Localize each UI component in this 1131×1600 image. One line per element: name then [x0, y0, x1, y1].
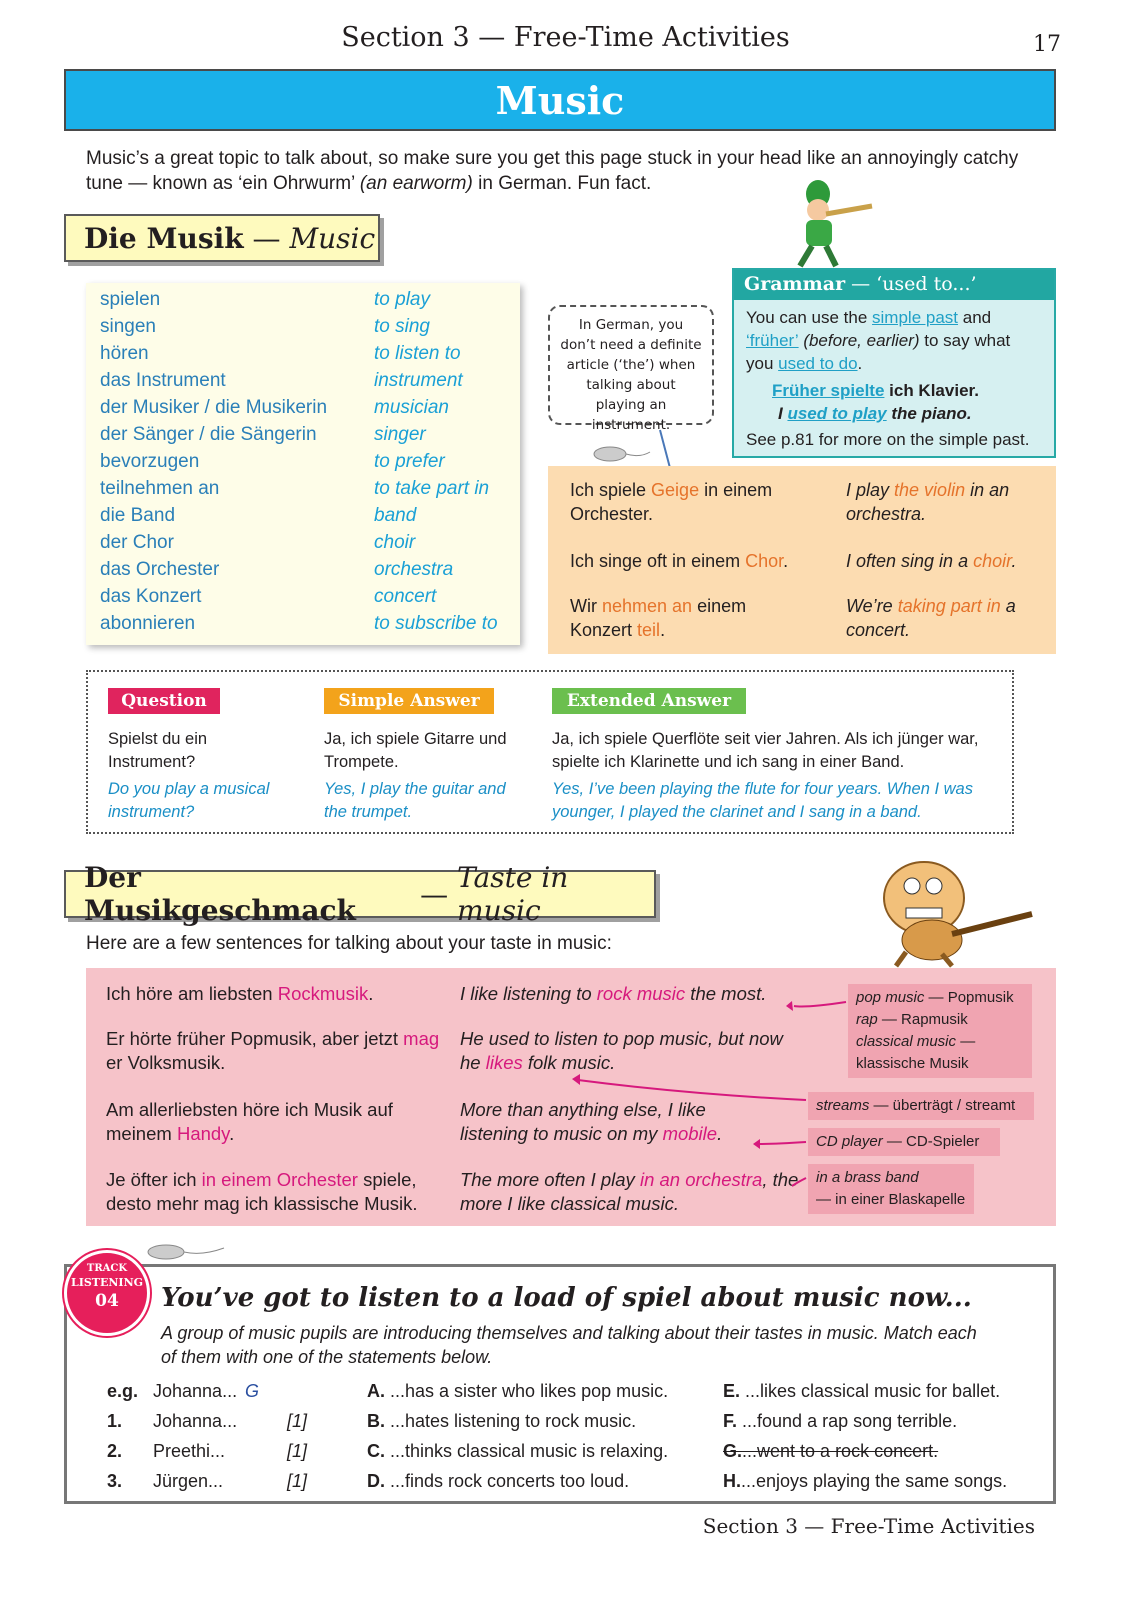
item-number: 3. [107, 1471, 123, 1491]
vocab-list [86, 283, 520, 645]
note-en: classical music [856, 1033, 957, 1050]
highlight: likes [485, 1052, 523, 1073]
heading-de: Die Musik [84, 221, 244, 255]
grammar-title: Grammar [744, 273, 846, 295]
vocab-en: to sing [374, 316, 430, 337]
statement-text: ...hates listening to rock music. [385, 1411, 637, 1431]
statement-letter: H. [723, 1471, 741, 1491]
text: Ich spiele [570, 480, 652, 500]
question-en: Do you play a musical instrument? [108, 780, 270, 821]
statement-text: ...finds rock concerts too loud. [385, 1471, 630, 1491]
section-header: Section 3 — Free-Time Activities [341, 22, 790, 53]
note-de: — in einer Blaskapelle [816, 1191, 966, 1208]
highlight: mobile [662, 1123, 718, 1144]
statement [367, 1441, 668, 1462]
note-de: — Rapmusik [877, 1011, 968, 1028]
statement-text: ...found a rap song terrible. [737, 1411, 958, 1431]
statement [367, 1471, 629, 1492]
item-name: Preethi... [153, 1441, 226, 1461]
text: folk music. [522, 1052, 616, 1073]
highlight: rock music [596, 983, 686, 1004]
vocab-de: der Sänger / die Sängerin [100, 424, 317, 445]
statement [367, 1411, 636, 1432]
taste-intro: Here are a few sentences for talking about your taste in music: [86, 933, 612, 954]
item-name: Johanna... [153, 1411, 238, 1431]
heading-dash: — [243, 221, 290, 255]
statement-letter: F. [723, 1411, 738, 1431]
vocab-en: to subscribe to [374, 613, 498, 634]
listening-exercise [64, 1264, 1056, 1504]
grammar-example-en [746, 402, 1042, 425]
text: Am allerliebsten höre ich Musik auf meinem [106, 1099, 393, 1144]
vocab-en: to listen to [374, 343, 461, 364]
sentence-de [570, 594, 800, 642]
example-label: e.g. [107, 1381, 139, 1401]
text: . [1011, 551, 1017, 571]
example-sentences [548, 466, 1056, 654]
listening-title: You’ve got to listen to a load of spiel about music now... [161, 1283, 972, 1313]
highlight: Chor [745, 551, 784, 571]
text: . [368, 983, 374, 1004]
mouse-illustration [136, 1236, 226, 1264]
heading-dash: — [411, 877, 458, 911]
vocab-en: to prefer [374, 451, 445, 472]
question-de: Spielst du ein Instrument? [108, 730, 208, 771]
highlight: choir [973, 551, 1012, 571]
grammar-header [734, 270, 1054, 300]
simple-answer-de: Ja, ich spiele Gitarre und Trompete. [324, 730, 507, 771]
listening-track-stamp [64, 1250, 150, 1336]
highlight: teil [637, 620, 661, 640]
sentence-en [846, 549, 1046, 573]
grammar-text: the piano. [886, 404, 972, 423]
vocab-en: orchestra [374, 559, 454, 580]
grammar-link: ‘früher’ [746, 331, 799, 350]
grammar-example-de [746, 379, 1042, 402]
item-number: 1. [107, 1411, 123, 1431]
note-en: streams [816, 1097, 870, 1114]
simple-answer-en: Yes, I play the guitar and the trumpet. [324, 780, 506, 821]
text: We’re [846, 596, 898, 616]
text: The more often I play [460, 1169, 640, 1190]
text: Wir [570, 596, 602, 616]
simple-answer-tag: Simple Answer [324, 688, 494, 714]
statement-text: ...likes classical music for ballet. [740, 1381, 1001, 1401]
text: . [229, 1123, 235, 1144]
text: Ich höre am liebsten [106, 983, 278, 1004]
note-de: — überträgt / streamt [869, 1097, 1016, 1114]
highlight: mag [403, 1028, 440, 1049]
vocab-en: musician [374, 397, 449, 418]
grammar-text: You can use the [746, 308, 873, 327]
text: a concert. [846, 596, 1016, 640]
highlight: Rockmusik [277, 983, 369, 1004]
text: I like listening to [460, 983, 597, 1004]
statement-letter: B. [367, 1411, 385, 1431]
statement-text: ...enjoys playing the same songs. [741, 1471, 1008, 1491]
grammar-text: . [857, 354, 863, 373]
sentence-de [570, 549, 830, 573]
vocab-de: singen [100, 316, 156, 337]
listening-instructions: A group of music pupils are introducing themselves and talking about their tastes in music. Match each of them with one of the statements below. [161, 1323, 977, 1367]
intro-part: (an earworm) [359, 173, 473, 194]
note-de: — klassische Musik [856, 1033, 976, 1072]
grammar-link: Früher spielte [772, 381, 885, 400]
sentence-de [570, 478, 780, 526]
extended-answer-tag: Extended Answer [552, 688, 746, 714]
grammar-text: (before, earlier) [798, 331, 920, 350]
statement-text: ...has a sister who likes pop music. [385, 1381, 669, 1401]
text: er Volksmusik. [106, 1052, 226, 1073]
note-arrows [86, 968, 1056, 1226]
footer-section: Section 3 — Free-Time Activities [702, 1514, 1035, 1538]
vocab-de: abonnieren [100, 613, 196, 634]
grammar-link: simple past [872, 308, 959, 327]
statement-letter: C. [367, 1441, 385, 1461]
highlight: Geige [651, 480, 700, 500]
extended-answer-en: Yes, I’ve been playing the flute for four years. When I was younger, I played the clarinet and I sang in a band. [552, 780, 973, 821]
statement [723, 1411, 957, 1432]
text: I often sing in a [846, 551, 974, 571]
note-de: — Popmusik [924, 989, 1014, 1006]
text: the most. [685, 983, 767, 1004]
grammar-link: used to play [787, 404, 887, 423]
example-answer: G [245, 1381, 260, 1401]
statement-text: ...thinks classical music is relaxing. [385, 1441, 669, 1461]
vocab-en: concert [374, 586, 437, 607]
heading-en: Music [289, 221, 376, 255]
stamp-listening: LISTENING [70, 1276, 144, 1289]
grammar-see-also: See p.81 for more on the simple past. [746, 430, 1030, 449]
statement [723, 1471, 1007, 1492]
text: , the more I like classical music. [460, 1169, 799, 1214]
page-title: Music [495, 77, 625, 123]
vocab-de: der Musiker / die Musikerin [100, 397, 328, 418]
vocab-de: der Chor [100, 532, 174, 553]
text: in einem Orchester. [570, 480, 773, 524]
vocab-de: das Instrument [100, 370, 226, 391]
highlight: in einem Orchester [201, 1169, 358, 1190]
tip-bubble: In German, you don’t need a definite article (‘the’) when talking about playing an instrument. [548, 305, 714, 425]
vocab-de: hören [100, 343, 149, 364]
highlight: Handy [176, 1123, 230, 1144]
vocab-en: band [374, 505, 417, 526]
grammar-link: used to do [778, 354, 858, 373]
highlight: the violin [894, 480, 966, 500]
intro-part: Music’s a great topic to talk about, so make sure you get this page stuck in your head like an annoyingly catchy tune — known as ‘ein Ohrwurm’ [86, 148, 1019, 194]
taste-heading [64, 861, 656, 927]
grammar-text: ich Klavier. [884, 381, 979, 400]
grammar-text: to say what you [746, 331, 1011, 373]
text: in an orchestra. [846, 480, 1010, 524]
stamp-number: 04 [95, 1291, 119, 1311]
vocab-de: das Konzert [100, 586, 202, 607]
vocab-de: teilnehmen an [100, 478, 220, 499]
item-mark: [1] [287, 1441, 308, 1461]
vocab-en: to play [374, 289, 430, 310]
item-name: Jürgen... [153, 1471, 224, 1491]
statement-text: ...went to a rock concert. [742, 1441, 939, 1461]
highlight: nehmen an [601, 596, 693, 616]
text: Ich singe oft in einem [570, 551, 746, 571]
stamp-track: TRACK [86, 1263, 128, 1274]
title-bar [64, 69, 1056, 131]
vocab-de: spielen [100, 289, 161, 310]
text: Er hörte früher Popmusik, aber jetzt [106, 1028, 404, 1049]
statement-letter: A. [367, 1381, 385, 1401]
note-en: pop music [856, 989, 925, 1006]
highlight: in an orchestra [639, 1169, 763, 1190]
heading-de: Der Musikgeschmack [84, 861, 356, 927]
text: . [660, 620, 666, 640]
statement-letter: G. [723, 1441, 743, 1461]
sentence-en [846, 594, 1046, 642]
vocab-en: choir [374, 532, 416, 553]
grammar-text: and [958, 308, 992, 327]
extended-answer-de: Ja, ich spiele Querflöte seit vier Jahren. Als ich jünger war, spielte ich Klarinette und ich sang in einer Band. [552, 730, 979, 771]
note-en: in a brass band [816, 1169, 919, 1186]
grammar-body [734, 300, 1054, 457]
vocab-en: singer [374, 424, 426, 445]
statement-letter: E. [723, 1381, 741, 1401]
statement-crossed-out [723, 1441, 938, 1462]
note-en: CD player [816, 1133, 883, 1150]
question-answer-box [86, 670, 1014, 834]
intro-part: in German. Fun fact. [472, 173, 652, 194]
page-number: 17 [1033, 32, 1061, 57]
vocab-de: das Orchester [100, 559, 220, 580]
question-tag: Question [108, 688, 220, 714]
text: spiele, desto mehr mag ich klassische Musik. [106, 1169, 418, 1214]
text: . [783, 551, 789, 571]
highlight: taking part in [897, 596, 1001, 616]
item-number: 2. [107, 1441, 123, 1461]
vocab-de: bevorzugen [100, 451, 200, 472]
intro-text [86, 146, 1026, 196]
guitar-monster-illustration [872, 848, 1038, 968]
vocab-en: to take part in [374, 478, 490, 499]
item-mark: [1] [287, 1411, 308, 1431]
note-en: rap [856, 1011, 878, 1028]
heading-en: Taste in music [457, 861, 569, 927]
musik-heading [64, 214, 380, 262]
statement [723, 1381, 1000, 1402]
text: He used to listen to pop music, but now he [460, 1028, 783, 1073]
text: More than anything else, I like listening to music on my [460, 1099, 706, 1144]
example-name: Johanna... [153, 1381, 238, 1401]
grammar-title-rest: — ‘used to...’ [845, 273, 977, 295]
statement [367, 1381, 668, 1402]
sentence-en [846, 478, 1046, 526]
item-mark: [1] [287, 1471, 308, 1491]
text: I play [846, 480, 895, 500]
grammar-box [732, 268, 1056, 458]
vocab-en: instrument [374, 370, 463, 391]
text: einem Konzert [570, 596, 747, 640]
statement-letter: D. [367, 1471, 385, 1491]
note-de: — CD-Spieler [882, 1133, 980, 1150]
flute-player-illustration [776, 172, 876, 270]
grammar-text: I [778, 404, 788, 423]
text: Je öfter ich [106, 1169, 202, 1190]
grammar-line [746, 306, 1042, 375]
vocab-de: die Band [100, 505, 176, 526]
text: . [717, 1123, 723, 1144]
taste-sentences [86, 968, 1056, 1226]
